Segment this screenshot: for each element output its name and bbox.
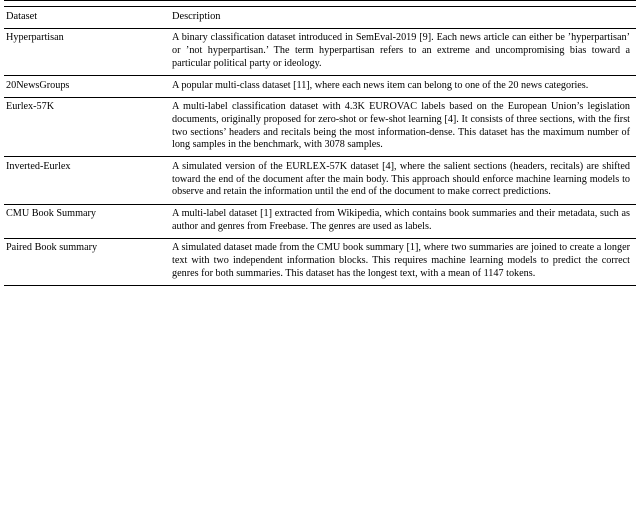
cell-dataset-name: Eurlex-57K — [4, 97, 170, 157]
table-header — [4, 7, 636, 29]
cell-dataset-description: A multi-label dataset [1] extracted from Wikipedia, which contains book summaries and their metadata, such as author and genres from Freebase. The genres are used as labels. — [170, 204, 636, 238]
table-header-row — [4, 7, 636, 29]
cell-dataset-description: A simulated dataset made from the CMU book summary [1], where two summaries are joined to create a longer text with two independent information blocks. This requires machine learning models to predict the correct genres for both summaries. This dataset has the longest text, with a mean of 1147 tokens. — [170, 238, 636, 285]
dataset-description-table — [4, 6, 636, 286]
cell-dataset-name: CMU Book Summary — [4, 204, 170, 238]
cell-dataset-description: A binary classification dataset introduced in SemEval-2019 [9]. Each news article can either be ’hyperpartisan’ or ’not hyperpartisan.’ The term hyperpartisan refers to an extreme and uncompromising bias toward a particular political party or ideology. — [170, 28, 636, 75]
cell-dataset-description: A simulated version of the EURLEX-57K dataset [4], where the salient sections (headers, recitals) are shifted toward the end of the document after the main body. This approach should enforce machine learning models to observe and retain the information until the end of the document to make correct predictions. — [170, 157, 636, 204]
cell-dataset-name: Inverted-Eurlex — [4, 157, 170, 204]
table-top-rule — [4, 0, 636, 1]
table-body — [4, 28, 636, 285]
cell-dataset-description: A popular multi-class dataset [11], where each news item can belong to one of the 20 news categories. — [170, 76, 636, 98]
column-header-dataset: Dataset — [4, 7, 170, 29]
column-header-description: Description — [170, 7, 636, 29]
table-row — [4, 28, 636, 75]
table-row — [4, 238, 636, 285]
table-row — [4, 157, 636, 204]
cell-dataset-name: Hyperpartisan — [4, 28, 170, 75]
table-row — [4, 204, 636, 238]
cell-dataset-description: A multi-label classification dataset with 4.3K EUROVAC labels based on the European Union’s legislation documents, originally proposed for zero-shot or few-shot learning [4]. It consists of three sections, with the first two sections’ headers and recitals being the most information-dense. This dataset has the maximum number of long samples in the benchmark, with 3078 samples. — [170, 97, 636, 157]
table-row — [4, 76, 636, 98]
cell-dataset-name: 20NewsGroups — [4, 76, 170, 98]
cell-dataset-name: Paired Book summary — [4, 238, 170, 285]
table-row — [4, 97, 636, 157]
